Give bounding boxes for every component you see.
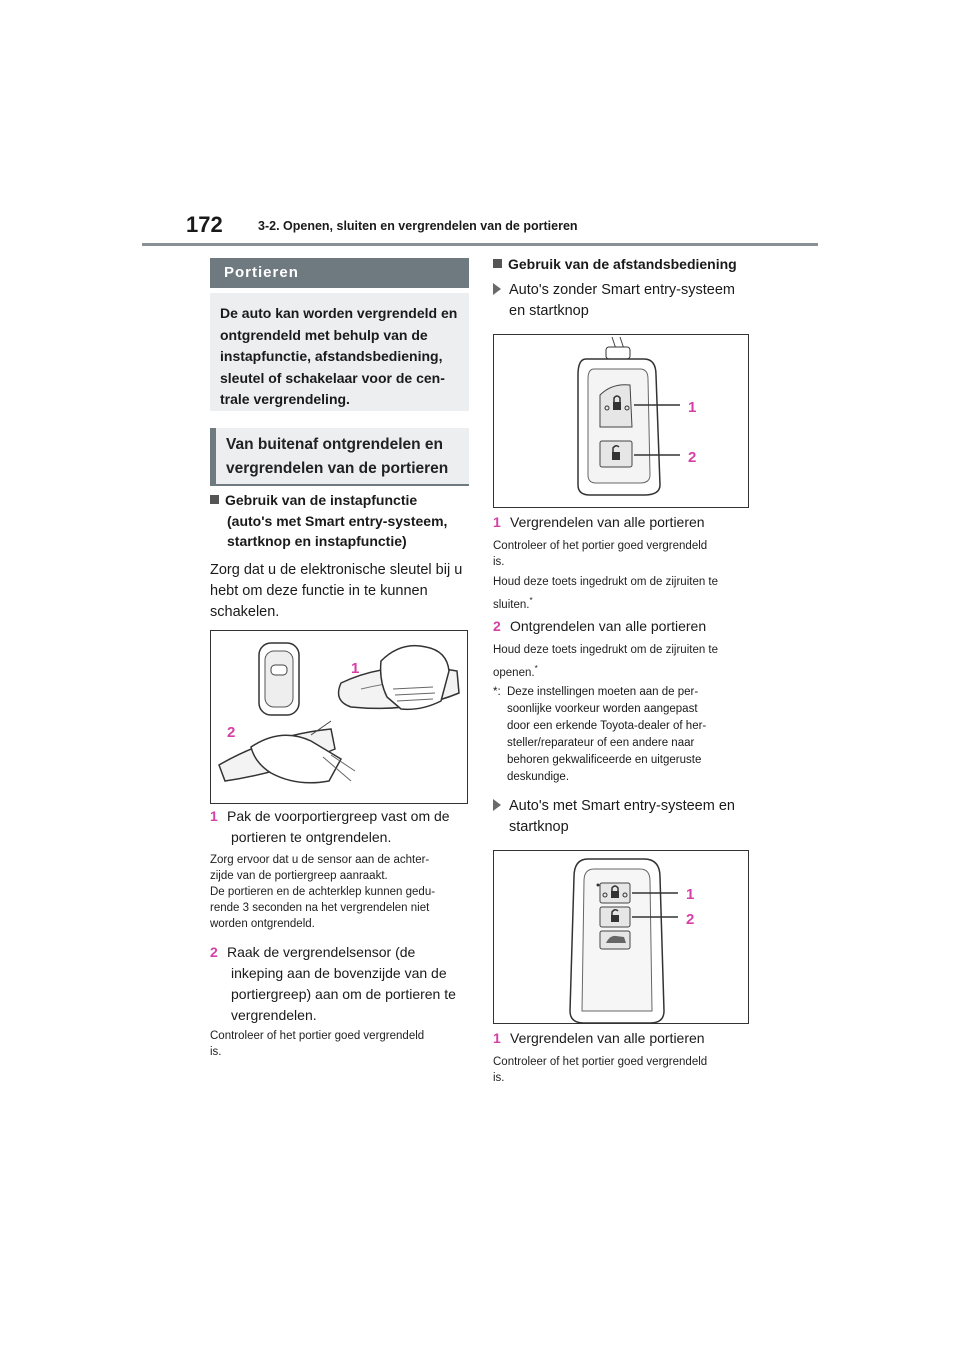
text-line: Controleer of het portier goed vergrendeld [210, 1030, 425, 1042]
smart-key-illustration [494, 851, 748, 1023]
arrow-bullet-icon [493, 799, 501, 811]
step-number: 2 [210, 944, 218, 960]
heading-afstandsbediening [493, 254, 763, 275]
figure-label-1: 1 [688, 399, 697, 416]
item-text: Auto's met Smart entry-systeem en [509, 798, 735, 814]
step-text: Ontgrendelen van alle portieren [510, 618, 707, 634]
figure-door-handle [210, 630, 468, 804]
text-line: hebt om deze functie in te kunnen [210, 583, 428, 599]
door-handle-illustration [211, 631, 467, 803]
note-left-2 [210, 1028, 470, 1060]
step-1-smart-key [493, 1028, 763, 1049]
step-text: vergrendelen. [231, 1007, 317, 1023]
step-text: inkeping aan de bovenzijde van de [231, 965, 447, 981]
figure-smart-key [493, 850, 749, 1024]
item-text: startknop [509, 819, 569, 835]
step-1-flip-key [493, 512, 763, 533]
step-text: portiergreep) aan om de portieren te [231, 986, 456, 1002]
text-line: rende 3 seconden na het vergrendelen niet [210, 902, 430, 914]
step-text: Pak de voorportiergreep vast om de [227, 808, 450, 824]
footnote-mark: *: [493, 686, 501, 698]
heading-text: Gebruik van de afstandsbediening [508, 256, 737, 272]
text-line: Controleer of het portier goed vergrendeld [493, 540, 708, 552]
text-line: soonlijke voorkeur worden aangepast [507, 703, 698, 715]
text-line: openen. [493, 666, 535, 679]
text-line: Houd deze toets ingedrukt om de zijruiten te [493, 644, 719, 656]
subsection-title: Van buitenaf ontgrendelen en vergrendelen van de portieren [210, 428, 469, 484]
item-zonder-smart-entry [493, 280, 763, 322]
text-line: De portieren en de achterklep kunnen gedu- [210, 886, 436, 898]
flip-key-illustration [494, 335, 748, 507]
item-met-smart-entry [493, 796, 763, 838]
intro-box: De auto kan worden vergrendeld en ontgrendeld met behulp van de instapfunctie, afstandsbediening, sleutel of schakelaar voor de cen-trale vergrendeling. [210, 293, 469, 411]
note-flip-key-2 [493, 574, 763, 613]
figure-label-2: 2 [227, 724, 236, 741]
figure-label-2: 2 [686, 911, 695, 928]
paragraph-instapfunctie [210, 560, 470, 623]
text-line: Controleer of het portier goed vergrendeld [493, 1056, 708, 1068]
step-text: Vergrendelen van alle portieren [510, 1030, 705, 1046]
text-line: schakelen. [210, 604, 280, 620]
text-line: sluiten. [493, 598, 530, 611]
text-line: zijde van de portiergreep aanraakt. [210, 870, 388, 882]
figure-label-2: 2 [688, 449, 697, 466]
item-text: en startknop [509, 303, 589, 319]
note-flip-key-1 [493, 538, 763, 570]
square-bullet-icon [493, 259, 502, 268]
item-text: Auto's zonder Smart entry-systeem [509, 282, 735, 298]
heading-instapfunctie [210, 490, 470, 552]
heading-line: (auto's met Smart entry-systeem, [227, 512, 448, 529]
step-text: Vergrendelen van alle portieren [510, 514, 705, 530]
text-line: is. [493, 556, 505, 568]
text-line: is. [210, 1046, 222, 1058]
text-line: Houd deze toets ingedrukt om de zijruiten te [493, 576, 719, 588]
step-number: 2 [493, 618, 501, 634]
text-line: deskundige. [507, 771, 570, 783]
text-line: steller/reparateur of een andere naar [507, 737, 695, 749]
step-number: 1 [210, 808, 218, 824]
note-left-1 [210, 852, 470, 932]
footnote-mark: * [529, 596, 533, 605]
note-flip-key-3 [493, 642, 763, 681]
text-line: is. [493, 1072, 505, 1084]
figure-label-1: 1 [351, 660, 360, 677]
figure-flip-key [493, 334, 749, 508]
arrow-bullet-icon [493, 283, 501, 295]
footnote [493, 684, 763, 786]
running-title: 3-2. Openen, sluiten en vergrendelen van de portieren [258, 219, 578, 233]
heading-line: startknop en instapfunctie) [227, 533, 407, 549]
square-bullet-icon [210, 495, 219, 504]
step-text: Raak de vergrendelsensor (de [227, 944, 416, 960]
text-line: Zorg dat u de elektronische sleutel bij u [210, 562, 463, 578]
heading-line: Gebruik van de instapfunctie [225, 492, 418, 508]
step-number: 1 [493, 1030, 501, 1046]
page-number: 172 [186, 212, 223, 237]
text-line: Zorg ervoor dat u de sensor aan de achter- [210, 854, 430, 866]
step-2-left [210, 942, 470, 1026]
text-line: behoren gekwalificeerde en uitgeruste [507, 754, 702, 766]
header-rule [142, 243, 818, 246]
section-title: Portieren [210, 258, 469, 288]
subsection-rule [210, 484, 469, 486]
figure-label-1: 1 [686, 886, 695, 903]
step-2-flip-key [493, 616, 763, 637]
note-smart-key-1 [493, 1054, 763, 1086]
text-line: worden ontgrendeld. [210, 918, 315, 930]
text-line: door een erkende Toyota-dealer of her- [507, 720, 707, 732]
step-number: 1 [493, 514, 501, 530]
step-1-left [210, 806, 470, 848]
footnote-mark: * [534, 664, 538, 673]
text-line: Deze instellingen moeten aan de per- [507, 686, 699, 698]
step-text: portieren te ontgrendelen. [231, 829, 392, 845]
